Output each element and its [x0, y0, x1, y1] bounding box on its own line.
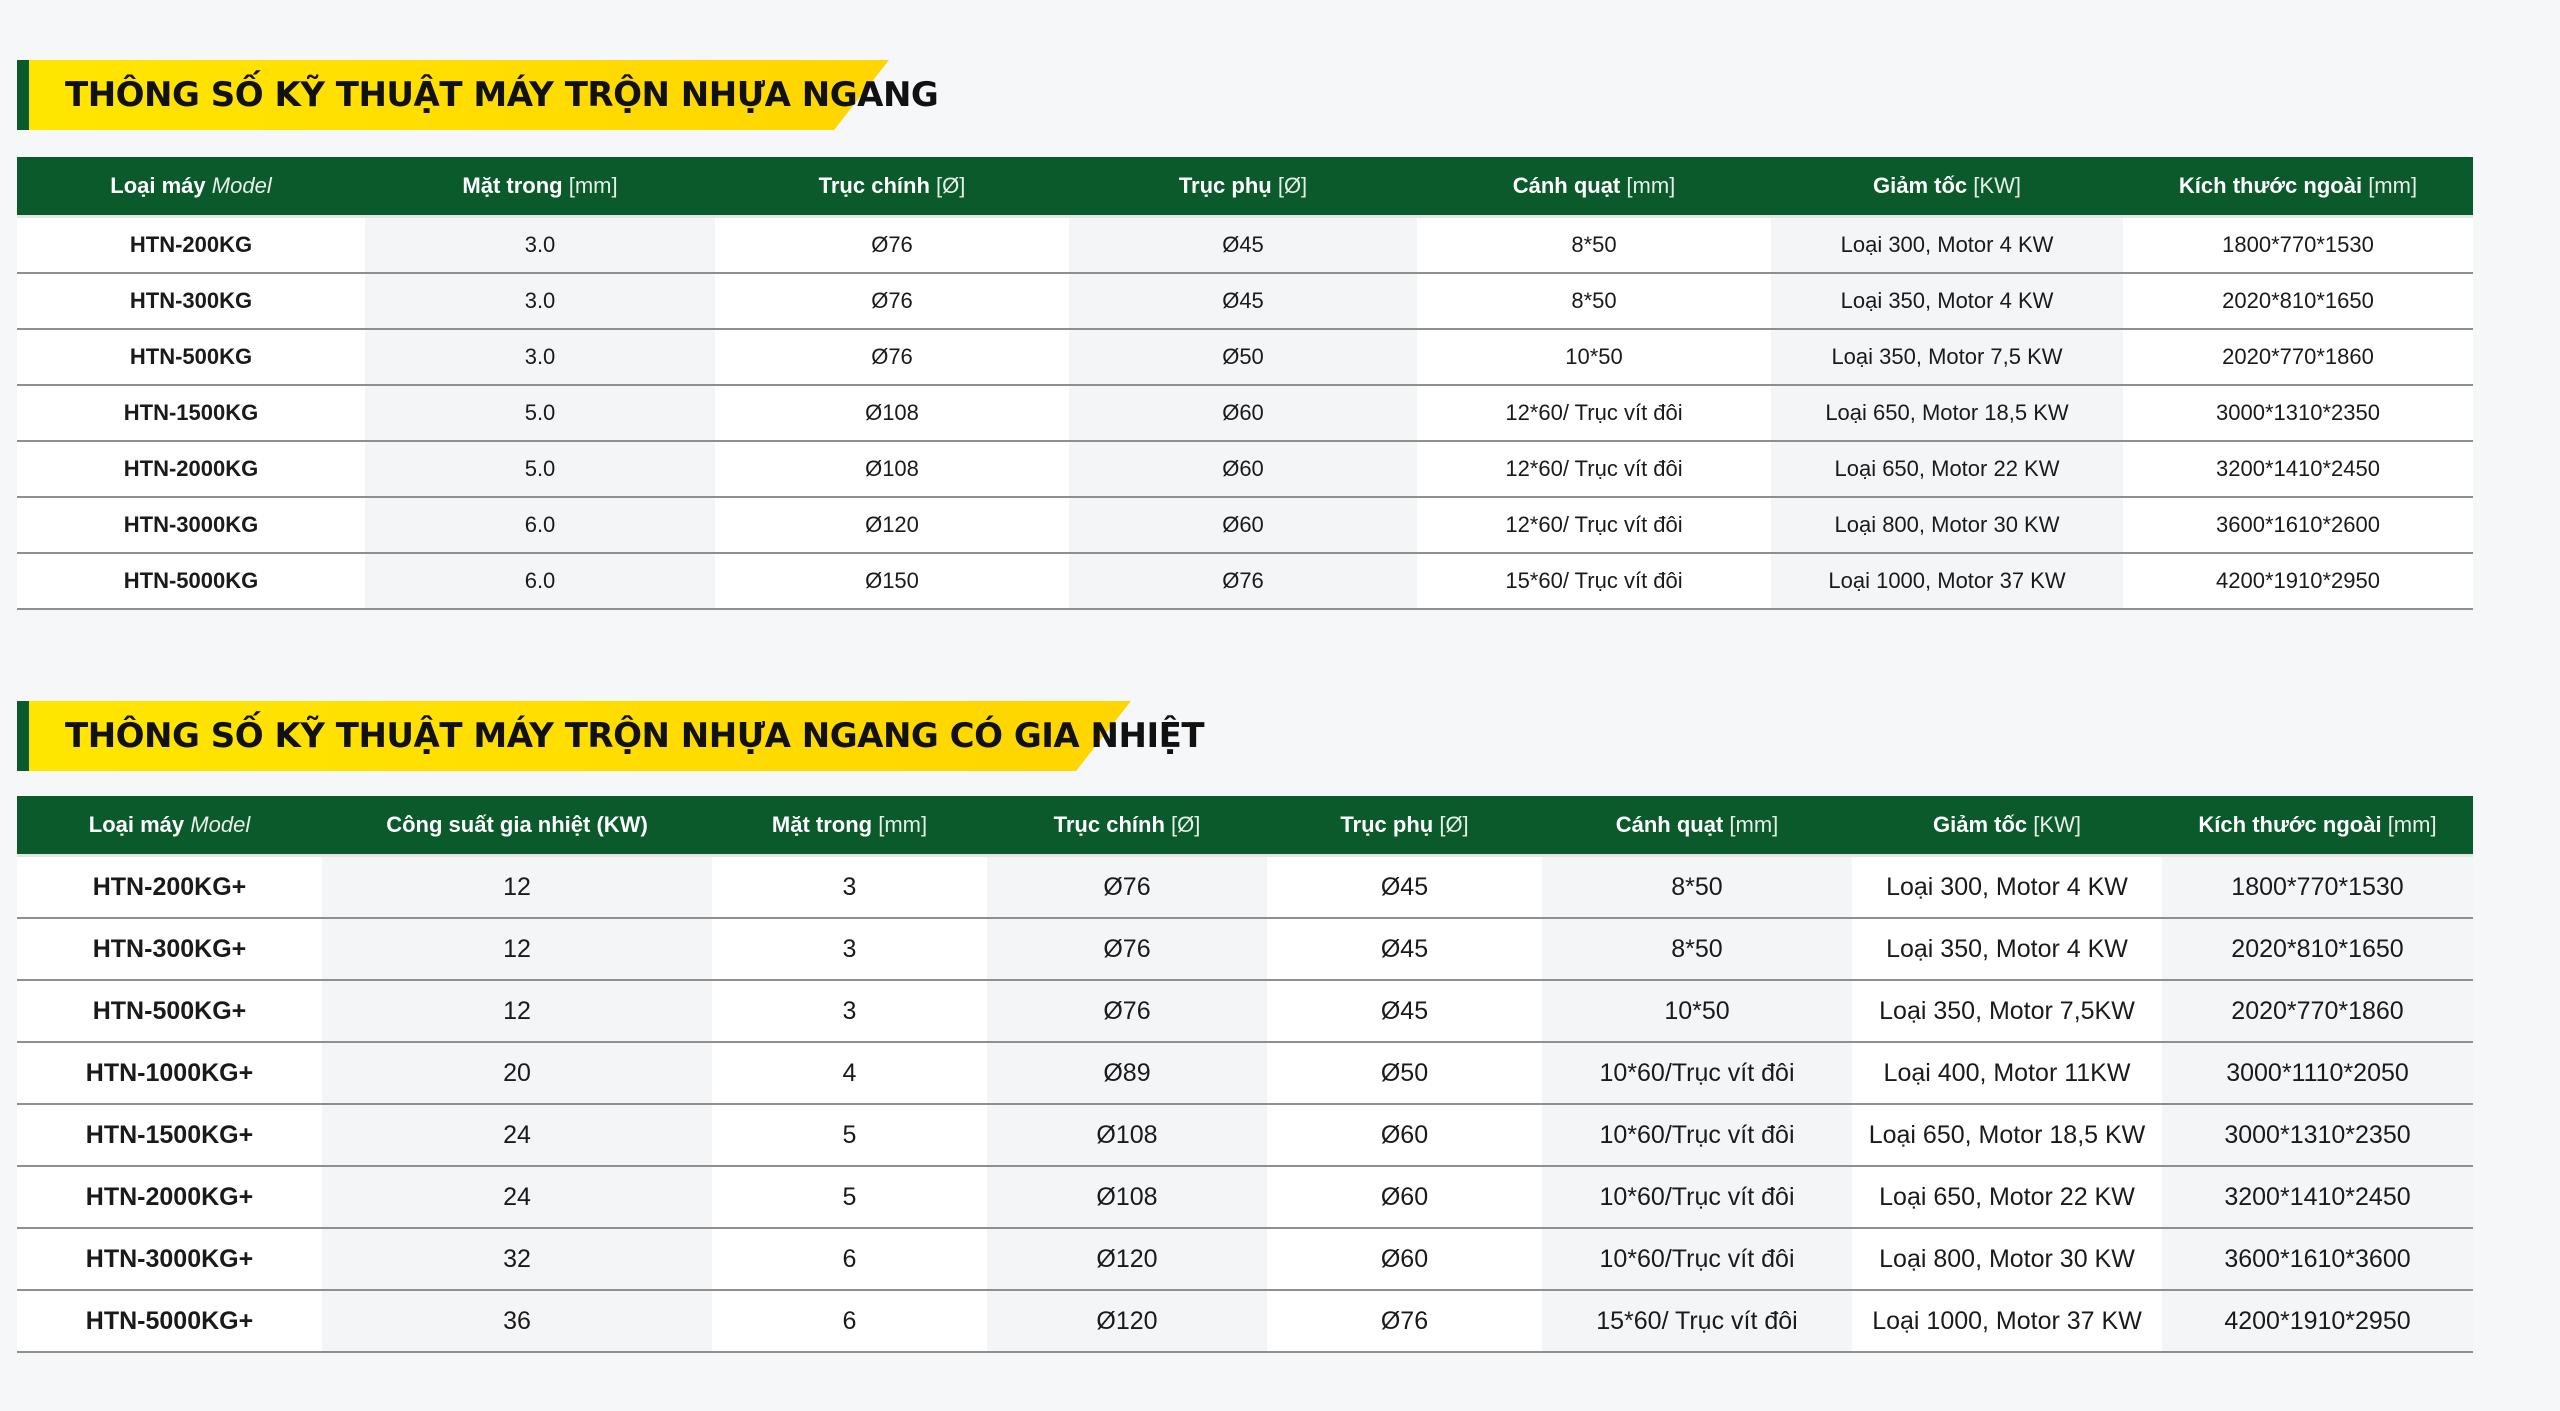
table-cell: 15*60/ Trục vít đôi: [1417, 553, 1771, 609]
spec-table-horizontal-mixer: [17, 157, 2473, 610]
column-header: [17, 796, 322, 856]
table-cell: 36: [322, 1290, 712, 1352]
column-header-label: Trục phụ: [1178, 173, 1272, 198]
column-header-unit: [KW]: [1973, 173, 2021, 198]
model-cell: HTN-2000KG: [17, 441, 365, 497]
table-cell: 3600*1610*2600: [2123, 497, 2473, 553]
table-cell: Ø150: [715, 553, 1069, 609]
table-row: [17, 980, 2473, 1042]
column-header-unit: [mm]: [2387, 812, 2437, 837]
model-cell: HTN-3000KG+: [17, 1228, 322, 1290]
table-row: [17, 441, 2473, 497]
table-cell: 3.0: [365, 273, 715, 329]
table-row: [17, 217, 2473, 274]
table-cell: Loại 650, Motor 22 KW: [1771, 441, 2123, 497]
table-cell: Ø108: [987, 1166, 1267, 1228]
table-cell: Loại 800, Motor 30 KW: [1771, 497, 2123, 553]
model-cell: HTN-300KG+: [17, 918, 322, 980]
column-header: [365, 157, 715, 217]
table-cell: Ø76: [987, 918, 1267, 980]
table-cell: 3: [712, 856, 987, 919]
column-header: [715, 157, 1069, 217]
table-cell: Ø50: [1267, 1042, 1542, 1104]
table-row: [17, 329, 2473, 385]
table-cell: 8*50: [1417, 273, 1771, 329]
column-header: [322, 796, 712, 856]
table-cell: Loại 650, Motor 22 KW: [1852, 1166, 2162, 1228]
model-cell: HTN-1500KG+: [17, 1104, 322, 1166]
table-cell: 3200*1410*2450: [2162, 1166, 2473, 1228]
table-row: [17, 856, 2473, 919]
model-cell: HTN-5000KG: [17, 553, 365, 609]
column-header: [1771, 157, 2123, 217]
column-header-label: Trục chính: [818, 173, 930, 198]
table-cell: 4: [712, 1042, 987, 1104]
column-header-unit: [Ø]: [1439, 812, 1469, 837]
table-cell: Ø60: [1069, 441, 1417, 497]
column-header-unit: [Ø]: [936, 173, 966, 198]
table-cell: 6: [712, 1290, 987, 1352]
table-cell: 10*50: [1542, 980, 1852, 1042]
table-cell: 4200*1910*2950: [2123, 553, 2473, 609]
table-cell: 8*50: [1542, 856, 1852, 919]
table-cell: Loại 350, Motor 7,5 KW: [1771, 329, 2123, 385]
table-cell: 2020*810*1650: [2123, 273, 2473, 329]
section-1-title-banner: [17, 60, 938, 130]
table-cell: Ø76: [987, 856, 1267, 919]
table-cell: 15*60/ Trục vít đôi: [1542, 1290, 1852, 1352]
table-cell: Ø60: [1069, 385, 1417, 441]
table-cell: Ø76: [987, 980, 1267, 1042]
table-cell: 2020*770*1860: [2123, 329, 2473, 385]
table-row: [17, 553, 2473, 609]
column-header-unit: [KW]: [2033, 812, 2081, 837]
table-row: [17, 918, 2473, 980]
table-row: [17, 1104, 2473, 1166]
table-cell: Ø89: [987, 1042, 1267, 1104]
model-cell: HTN-2000KG+: [17, 1166, 322, 1228]
table-cell: Loại 800, Motor 30 KW: [1852, 1228, 2162, 1290]
table-cell: 12: [322, 856, 712, 919]
table-cell: 3.0: [365, 217, 715, 274]
column-header-unit: Model: [211, 173, 272, 198]
column-header-label: Giảm tốc: [1873, 173, 1968, 198]
table-cell: Ø120: [987, 1228, 1267, 1290]
table-cell: Loại 350, Motor 4 KW: [1771, 273, 2123, 329]
table-cell: Ø120: [987, 1290, 1267, 1352]
table-cell: Ø76: [715, 329, 1069, 385]
table-cell: 2020*770*1860: [2162, 980, 2473, 1042]
column-header: [17, 157, 365, 217]
column-header: [2123, 157, 2473, 217]
title-accent-bar: [17, 701, 29, 771]
table-cell: Ø108: [715, 385, 1069, 441]
table-cell: 5: [712, 1166, 987, 1228]
spec-table-heated-horizontal-mixer: [17, 796, 2473, 1353]
column-header-label: Cánh quạt: [1615, 812, 1724, 837]
table-cell: Ø45: [1267, 980, 1542, 1042]
table-cell: Ø76: [1069, 553, 1417, 609]
table-row: [17, 1166, 2473, 1228]
table-cell: 5.0: [365, 385, 715, 441]
table-cell: 8*50: [1542, 918, 1852, 980]
table-cell: Loại 350, Motor 4 KW: [1852, 918, 2162, 980]
table-cell: 10*50: [1417, 329, 1771, 385]
table-cell: Ø120: [715, 497, 1069, 553]
table-cell: Loại 400, Motor 11KW: [1852, 1042, 2162, 1104]
column-header-unit: Model: [190, 812, 251, 837]
table-cell: 12*60/ Trục vít đôi: [1417, 441, 1771, 497]
column-header-unit: [Ø]: [1171, 812, 1201, 837]
table-row: [17, 1290, 2473, 1352]
column-header-label: Cánh quạt: [1512, 173, 1621, 198]
table-cell: Loại 1000, Motor 37 KW: [1771, 553, 2123, 609]
model-cell: HTN-3000KG: [17, 497, 365, 553]
table-cell: Loại 300, Motor 4 KW: [1771, 217, 2123, 274]
table-cell: 5: [712, 1104, 987, 1166]
column-header-unit: [mm]: [568, 173, 618, 198]
table-cell: Ø60: [1267, 1166, 1542, 1228]
model-cell: HTN-1000KG+: [17, 1042, 322, 1104]
section-2-title: THÔNG SỐ KỸ THUẬT MÁY TRỘN NHỰA NGANG CÓ GIA NHIỆT: [65, 716, 1205, 756]
table-cell: Ø45: [1267, 856, 1542, 919]
table-body: [17, 217, 2473, 610]
title-accent-bar: [17, 60, 29, 130]
table-cell: Loại 650, Motor 18,5 KW: [1852, 1104, 2162, 1166]
table-cell: 3000*1310*2350: [2123, 385, 2473, 441]
table-cell: 10*60/Trục vít đôi: [1542, 1166, 1852, 1228]
model-cell: HTN-1500KG: [17, 385, 365, 441]
table-cell: 3: [712, 980, 987, 1042]
section-1-title: THÔNG SỐ KỸ THUẬT MÁY TRỘN NHỰA NGANG: [65, 75, 939, 115]
column-header-unit: [mm]: [2368, 173, 2418, 198]
table-cell: Ø60: [1267, 1228, 1542, 1290]
column-header-label: Kích thước ngoài: [2178, 173, 2363, 198]
column-header: [1542, 796, 1852, 856]
table-cell: 3.0: [365, 329, 715, 385]
table-cell: 10*60/Trục vít đôi: [1542, 1104, 1852, 1166]
table-cell: 3000*1110*2050: [2162, 1042, 2473, 1104]
model-cell: HTN-500KG+: [17, 980, 322, 1042]
column-header: [1417, 157, 1771, 217]
table-cell: Loại 350, Motor 7,5KW: [1852, 980, 2162, 1042]
table-cell: 20: [322, 1042, 712, 1104]
table-row: [17, 1228, 2473, 1290]
model-cell: HTN-300KG: [17, 273, 365, 329]
column-header-label: Giảm tốc: [1933, 812, 2028, 837]
table-cell: Loại 1000, Motor 37 KW: [1852, 1290, 2162, 1352]
model-cell: HTN-200KG: [17, 217, 365, 274]
table-body: [17, 856, 2473, 1353]
table-header-row: [17, 796, 2473, 856]
column-header-unit: [Ø]: [1277, 173, 1308, 198]
table-cell: Ø76: [1267, 1290, 1542, 1352]
table-cell: 5.0: [365, 441, 715, 497]
table-header-row: [17, 157, 2473, 217]
table-cell: 3200*1410*2450: [2123, 441, 2473, 497]
table-row: [17, 1042, 2473, 1104]
table-cell: Ø60: [1267, 1104, 1542, 1166]
table-cell: 1800*770*1530: [2123, 217, 2473, 274]
column-header: [987, 796, 1267, 856]
table-cell: 4200*1910*2950: [2162, 1290, 2473, 1352]
table-cell: 3: [712, 918, 987, 980]
column-header-unit: [mm]: [1729, 812, 1779, 837]
column-header: [712, 796, 987, 856]
table-cell: 6.0: [365, 497, 715, 553]
column-header-label: Trục chính: [1053, 812, 1165, 837]
table-cell: 12*60/ Trục vít đôi: [1417, 497, 1771, 553]
table-cell: 32: [322, 1228, 712, 1290]
table-cell: Ø45: [1069, 273, 1417, 329]
column-header: [2162, 796, 2473, 856]
table-cell: Ø50: [1069, 329, 1417, 385]
column-header-label: Loại máy: [110, 173, 206, 198]
column-header-label: Mặt trong: [771, 812, 873, 837]
table-cell: 3600*1610*3600: [2162, 1228, 2473, 1290]
section-2-title-banner: [17, 701, 1204, 771]
column-header: [1069, 157, 1417, 217]
column-header-unit: [mm]: [878, 812, 928, 837]
table-cell: 12: [322, 918, 712, 980]
column-header-label: Mặt trong: [462, 173, 563, 198]
column-header: [1852, 796, 2162, 856]
column-header-unit: [mm]: [1626, 173, 1676, 198]
model-cell: HTN-200KG+: [17, 856, 322, 919]
table-row: [17, 385, 2473, 441]
table-cell: 10*60/Trục vít đôi: [1542, 1228, 1852, 1290]
table-cell: 24: [322, 1104, 712, 1166]
table-cell: Ø45: [1267, 918, 1542, 980]
table-cell: Ø76: [715, 217, 1069, 274]
table-cell: Loại 300, Motor 4 KW: [1852, 856, 2162, 919]
table-row: [17, 273, 2473, 329]
table-cell: 12*60/ Trục vít đôi: [1417, 385, 1771, 441]
table-cell: Ø45: [1069, 217, 1417, 274]
table-cell: 10*60/Trục vít đôi: [1542, 1042, 1852, 1104]
model-cell: HTN-5000KG+: [17, 1290, 322, 1352]
table-cell: 12: [322, 980, 712, 1042]
table-cell: 1800*770*1530: [2162, 856, 2473, 919]
table-cell: 6: [712, 1228, 987, 1290]
table-cell: Ø108: [987, 1104, 1267, 1166]
table-cell: Ø60: [1069, 497, 1417, 553]
table-cell: Loại 650, Motor 18,5 KW: [1771, 385, 2123, 441]
table-cell: 8*50: [1417, 217, 1771, 274]
model-cell: HTN-500KG: [17, 329, 365, 385]
table-cell: 6.0: [365, 553, 715, 609]
column-header-label: Kích thước ngoài: [2198, 812, 2382, 837]
column-header: [1267, 796, 1542, 856]
table-cell: Ø108: [715, 441, 1069, 497]
column-header-label: Loại máy: [88, 812, 185, 837]
table-cell: Ø76: [715, 273, 1069, 329]
table-cell: 3000*1310*2350: [2162, 1104, 2473, 1166]
table-row: [17, 497, 2473, 553]
column-header-label: Công suất gia nhiệt (KW): [386, 812, 648, 837]
table-cell: 24: [322, 1166, 712, 1228]
table-cell: 2020*810*1650: [2162, 918, 2473, 980]
column-header-label: Trục phụ: [1340, 812, 1434, 837]
